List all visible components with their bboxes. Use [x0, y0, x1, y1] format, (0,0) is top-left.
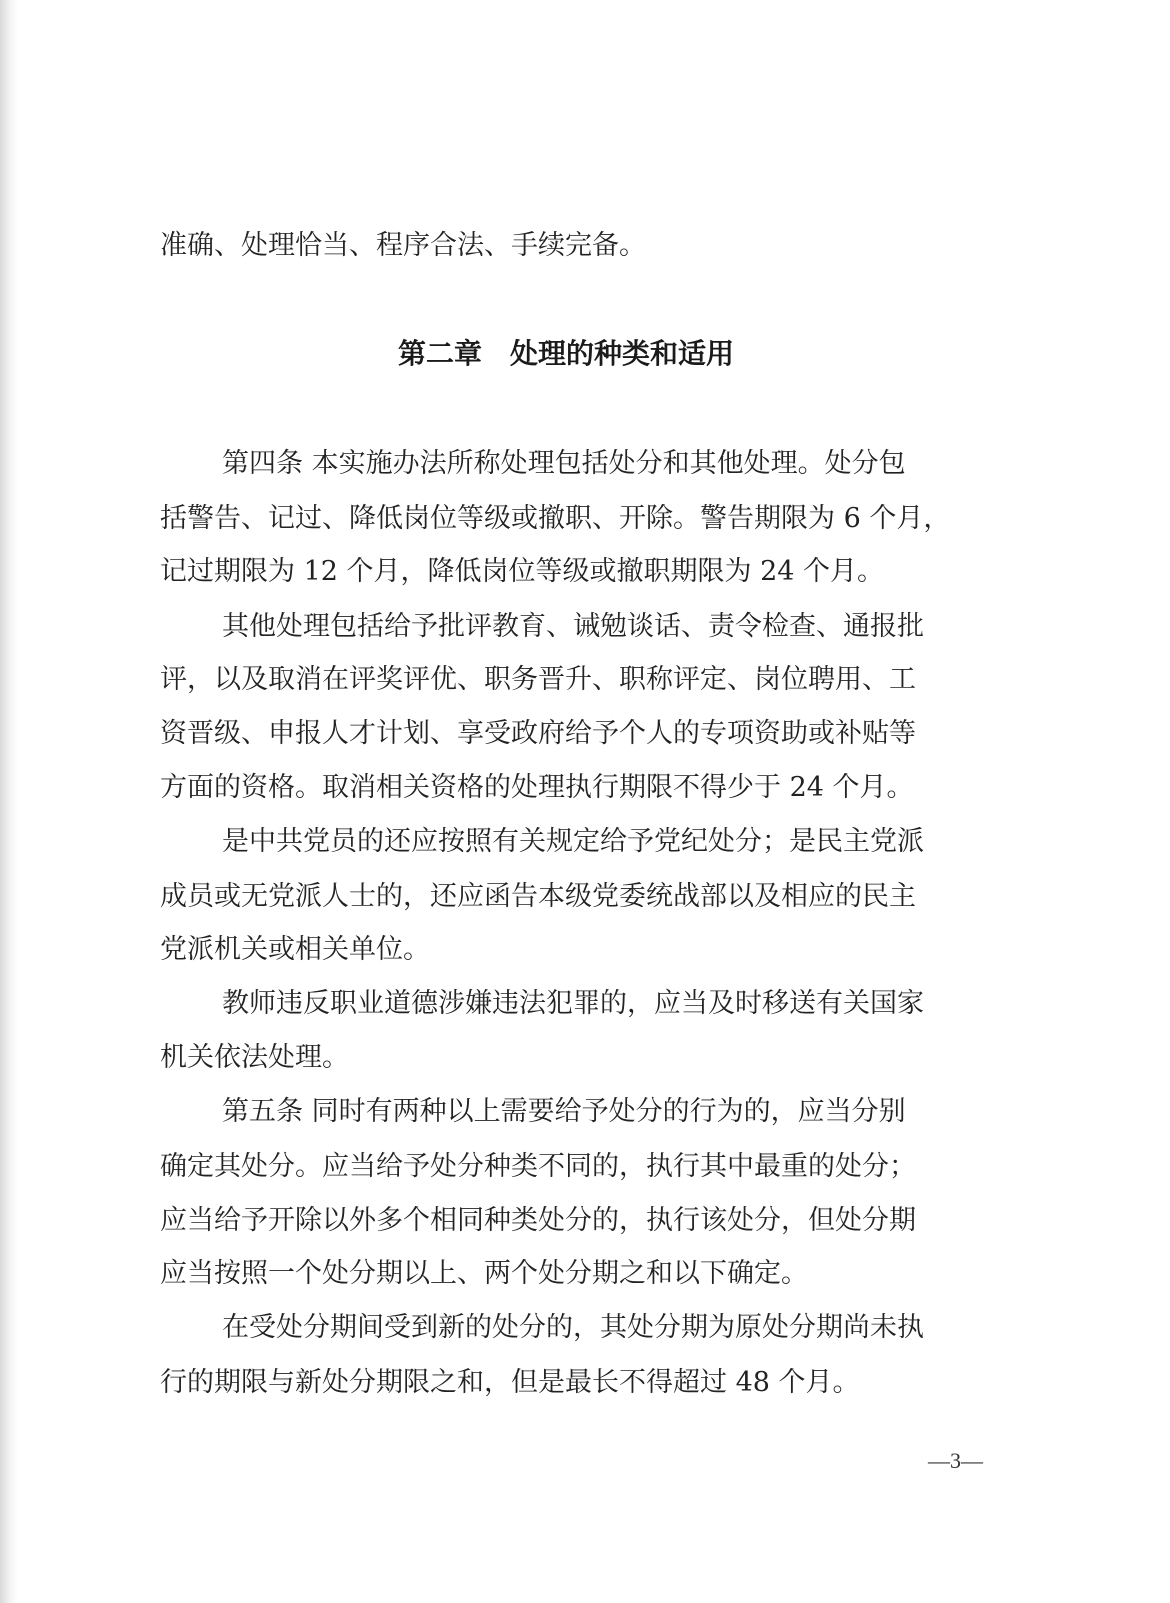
text-line: 确定其处分。应当给予处分种类不同的，执行其中最重的处分；: [160, 1151, 916, 1182]
text-line: 机关依法处理。: [160, 1042, 349, 1073]
text-line: 应当给予开除以外多个相同种类处分的，执行该处分，但处分期: [160, 1205, 916, 1236]
text-line: 方面的资格。取消相关资格的处理执行期限不得少于 24 个月。: [160, 772, 914, 803]
text-line: 党派机关或相关单位。: [160, 934, 430, 965]
text-line: 准确、处理恰当、程序合法、手续完备。: [160, 230, 646, 261]
text-line: 应当按照一个处分期以上、两个处分期之和以下确定。: [160, 1258, 808, 1289]
text-line: 成员或无党派人士的，还应函告本级党委统战部以及相应的民主: [160, 881, 916, 912]
text-line: 括警告、记过、降低岗位等级或撤职、开除。警告期限为 6 个月，: [160, 503, 951, 534]
text-line: 行的期限与新处分期限之和，但是最长不得超过 48 个月。: [160, 1367, 860, 1398]
text-line: 是中共党员的还应按照有关规定给予党纪处分；是民主党派: [222, 826, 924, 857]
text-line: 第五条 同时有两种以上需要给予处分的行为的，应当分别: [222, 1096, 906, 1127]
text-line: 其他处理包括给予批评教育、诫勉谈话、责令检查、通报批: [222, 611, 924, 642]
page-edge-shadow: [0, 0, 18, 1603]
text-line: 记过期限为 12 个月，降低岗位等级或撤职期限为 24 个月。: [160, 556, 885, 587]
text-line: 教师违反职业道德涉嫌违法犯罪的，应当及时移送有关国家: [222, 988, 924, 1019]
text-line: 资晋级、申报人才计划、享受政府给予个人的专项资助或补贴等: [160, 718, 916, 749]
chapter-title: 第二章 处理的种类和适用: [398, 337, 735, 370]
page-number: —3—: [928, 1448, 983, 1473]
text-line: 第四条 本实施办法所称处理包括处分和其他处理。处分包: [222, 448, 906, 479]
text-line: 在受处分期间受到新的处分的，其处分期为原处分期尚未执: [222, 1312, 924, 1343]
text-line: 评，以及取消在评奖评优、职务晋升、职称评定、岗位聘用、工: [160, 664, 916, 695]
